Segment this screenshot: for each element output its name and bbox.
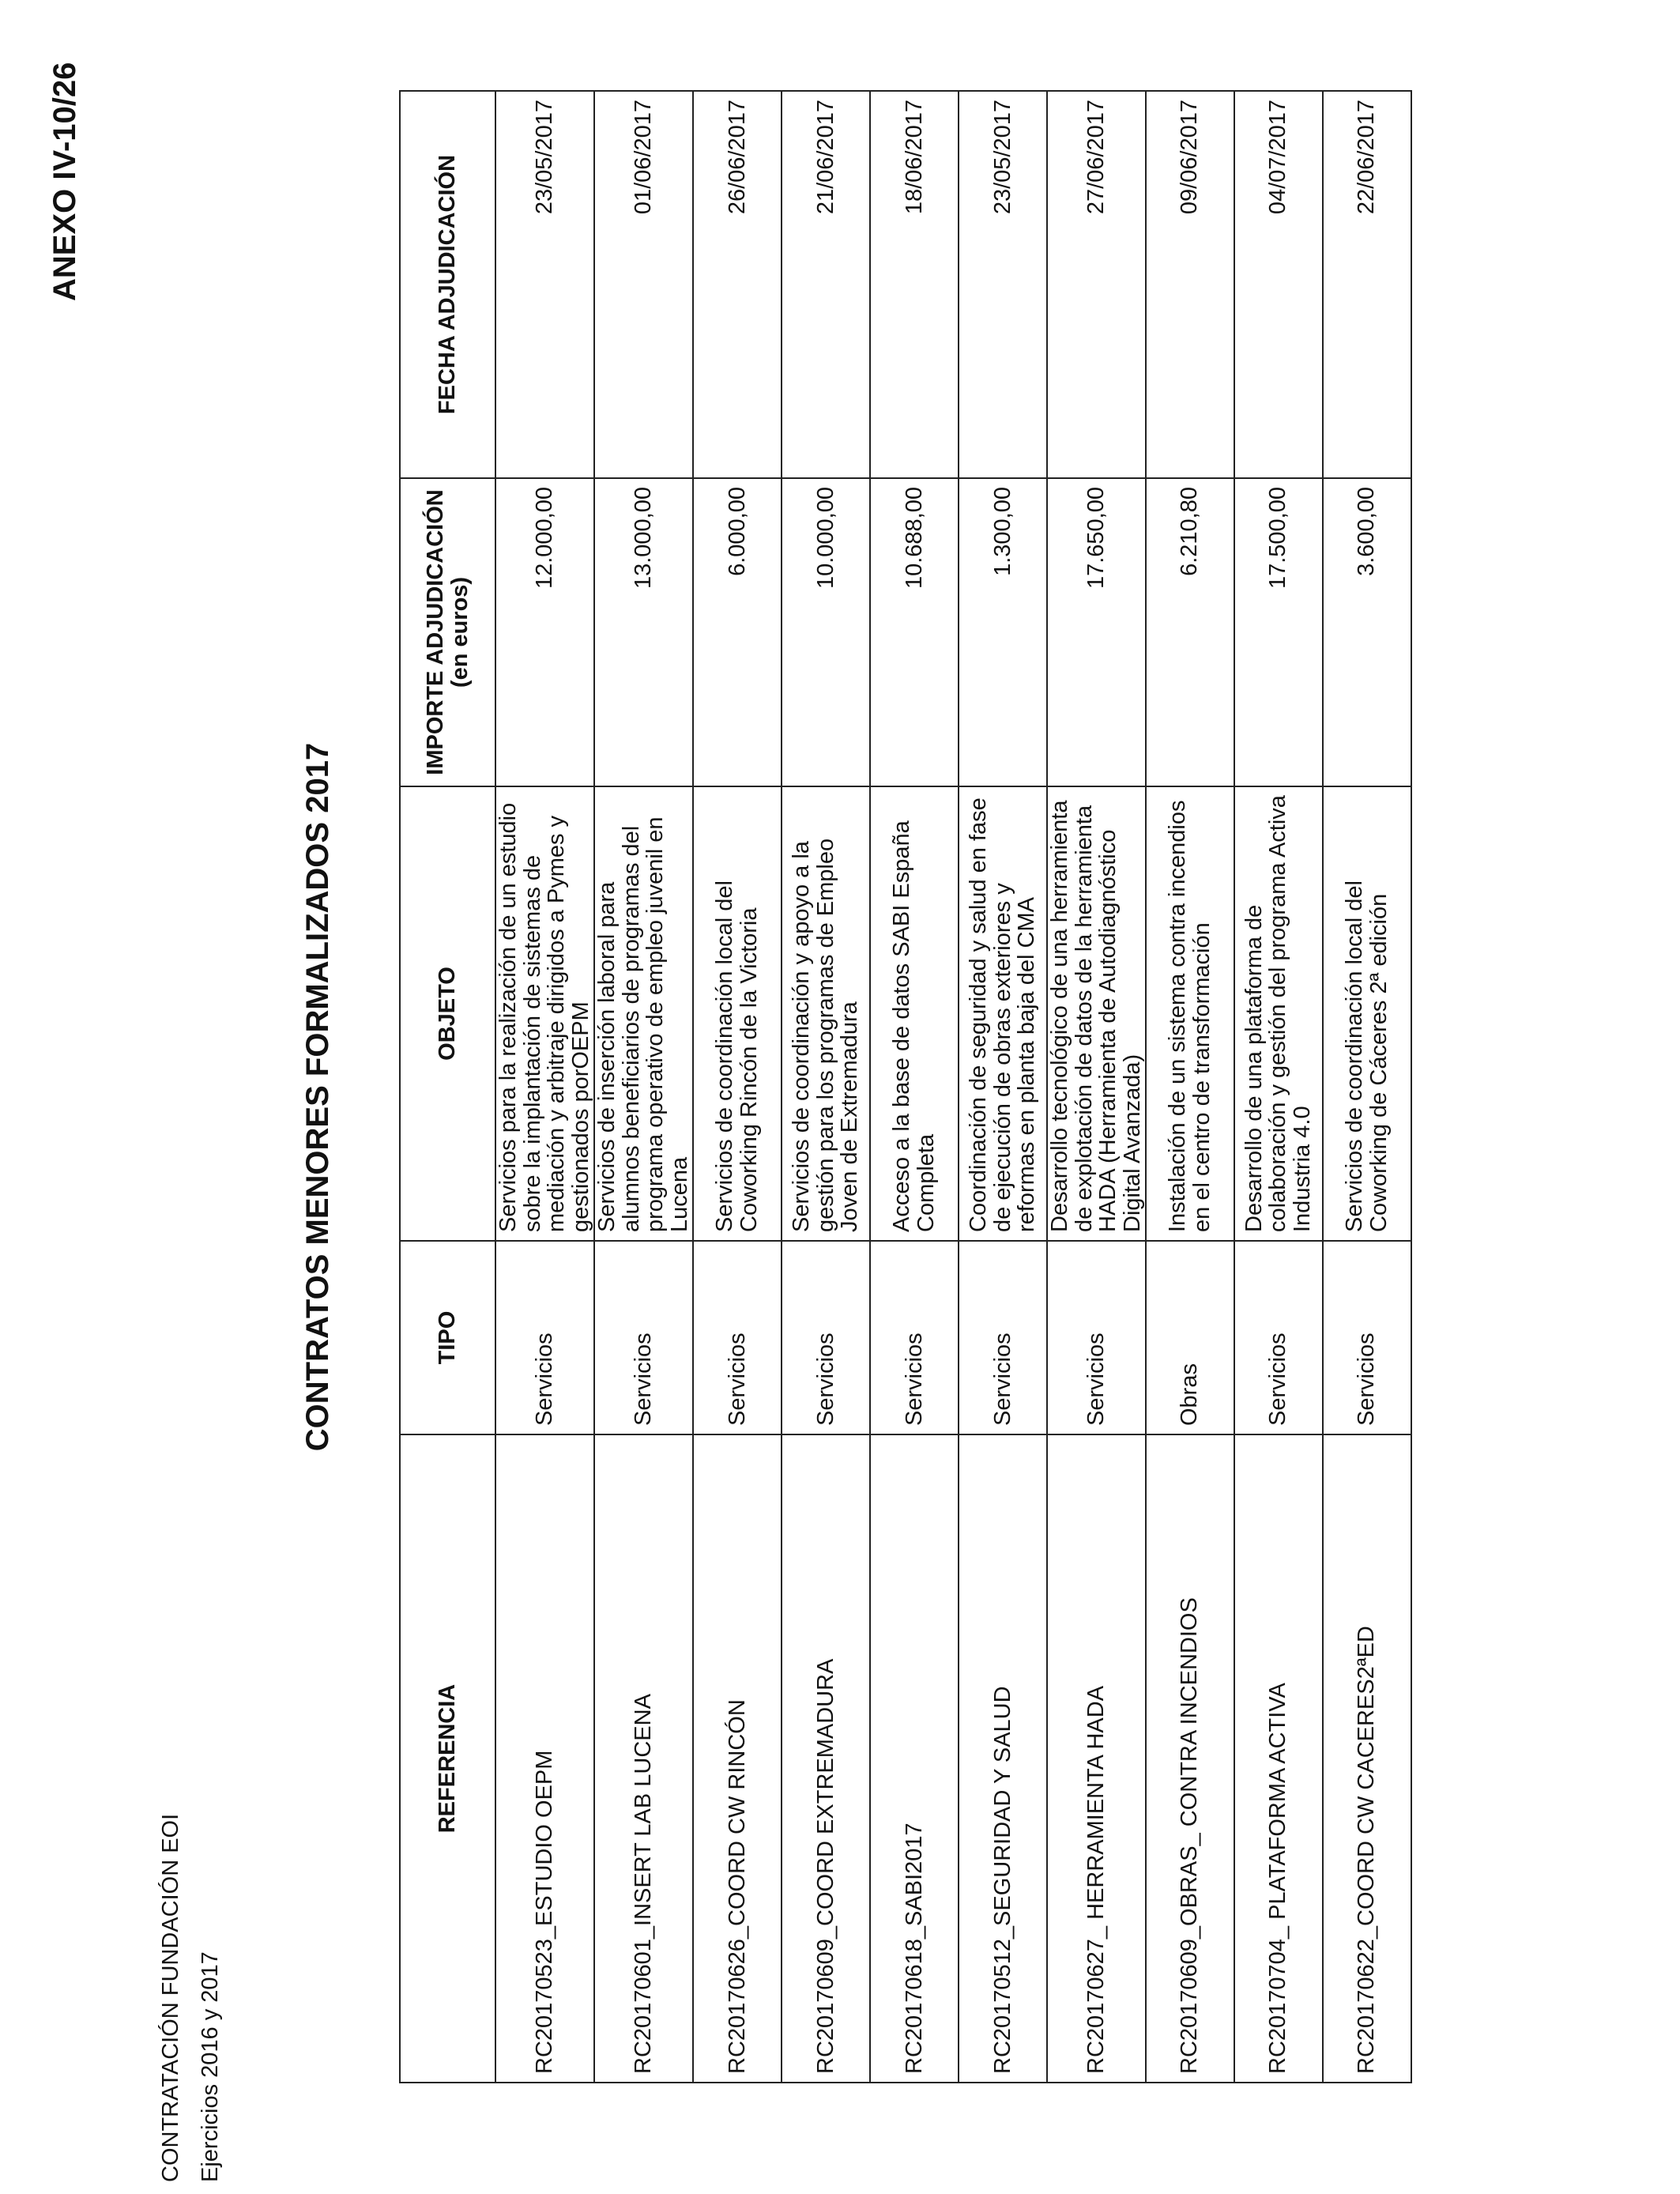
cell-objeto: Desarrollo tecnológico de una herramienta de explotación de datos de la herramienta HADA (Herramienta de Autodiagnóstico Digital Avanzada) [1047, 786, 1146, 1241]
cell-tipo: Servicios [1047, 1241, 1146, 1434]
annex-number: ANEXO IV-10/26 [47, 62, 82, 301]
cell-referencia: RC20170609_OBRAS_ CONTRA INCENDIOS [1146, 1434, 1234, 2083]
cell-referencia: RC20170601_INSERT LAB LUCENA [594, 1434, 693, 2083]
table-row [782, 91, 870, 2083]
cell-fecha: 04/07/2017 [1234, 91, 1323, 478]
cell-referencia: RC20170704_ PLATAFORMA ACTIVA [1234, 1434, 1323, 2083]
cell-fecha: 21/06/2017 [782, 91, 870, 478]
contracts-table [399, 90, 1412, 2083]
table-body [495, 91, 1411, 2083]
table-row [693, 91, 782, 2083]
cell-tipo: Servicios [495, 1241, 594, 1434]
table-row [1047, 91, 1146, 2083]
cell-importe: 12.000,00 [495, 478, 594, 786]
column-header-referencia: REFERENCIA [400, 1434, 495, 2083]
cell-referencia: RC20170609_COORD EXTREMADURA [782, 1434, 870, 2083]
cell-tipo: Servicios [693, 1241, 782, 1434]
cell-tipo: Obras [1146, 1241, 1234, 1434]
cell-fecha: 23/05/2017 [495, 91, 594, 478]
cell-objeto: Servicios para la realización de un estudio sobre la implantación de sistemas de mediación y arbitraje dirigidos a Pymes y gestionados porOEPM [495, 786, 594, 1241]
cell-fecha: 26/06/2017 [693, 91, 782, 478]
cell-referencia: RC20170618_SABI2017 [870, 1434, 959, 2083]
cell-importe: 6.210,80 [1146, 478, 1234, 786]
column-header-objeto: OBJETO [400, 786, 495, 1241]
cell-tipo: Servicios [1323, 1241, 1411, 1434]
cell-referencia: RC20170512_SEGURIDAD Y SALUD [959, 1434, 1047, 2083]
cell-objeto: Servicios de coordinación local del Coworking de Cáceres 2ª edición [1323, 786, 1411, 1241]
table-row [1323, 91, 1411, 2083]
cell-fecha: 23/05/2017 [959, 91, 1047, 478]
table-row [1234, 91, 1323, 2083]
page-title: CONTRATOS MENORES FORMALIZADOS 2017 [300, 742, 335, 1452]
cell-objeto: Servicios de coordinación y apoyo a la gestión para los programas de Empleo Joven de Extremadura [782, 786, 870, 1241]
cell-fecha: 22/06/2017 [1323, 91, 1411, 478]
table-row [870, 91, 959, 2083]
cell-referencia: RC20170627_ HERRAMIENTA HADA [1047, 1434, 1146, 2083]
column-header-tipo: TIPO [400, 1241, 495, 1434]
cell-fecha: 01/06/2017 [594, 91, 693, 478]
column-header-importe: IMPORTE ADJUDICACIÓN (en euros) [400, 478, 495, 786]
cell-importe: 13.000,00 [594, 478, 693, 786]
cell-referencia: RC20170626_COORD CW RINCÓN [693, 1434, 782, 2083]
organization-name: CONTRATACIÓN FUNDACIÓN EOI [158, 1813, 183, 2182]
cell-referencia: RC20170523_ESTUDIO OEPM [495, 1434, 594, 2083]
cell-importe: 10.000,00 [782, 478, 870, 786]
table-row [495, 91, 594, 2083]
cell-objeto: Servicios de coordinación local del Coworking Rincón de la Victoria [693, 786, 782, 1241]
cell-referencia: RC20170622_COORD CW CACERES2ªED [1323, 1434, 1411, 2083]
cell-importe: 3.600,00 [1323, 478, 1411, 786]
cell-importe: 17.650,00 [1047, 478, 1146, 786]
column-header-fecha: FECHA ADJUDICACIÓN [400, 91, 495, 478]
cell-objeto: Coordinación de seguridad y salud en fase de ejecución de obras exteriores y reformas en planta baja del CMA [959, 786, 1047, 1241]
cell-fecha: 18/06/2017 [870, 91, 959, 478]
cell-tipo: Servicios [782, 1241, 870, 1434]
cell-tipo: Servicios [959, 1241, 1047, 1434]
cell-importe: 10.688,00 [870, 478, 959, 786]
cell-objeto: Instalación de un sistema contra incendios en el centro de transformación [1146, 786, 1234, 1241]
table-row [959, 91, 1047, 2083]
cell-objeto: Desarrollo de una plataforma de colaboración y gestión del programa Activa Industria 4.0 [1234, 786, 1323, 1241]
cell-importe: 17.500,00 [1234, 478, 1323, 786]
cell-importe: 6.000,00 [693, 478, 782, 786]
cell-tipo: Servicios [594, 1241, 693, 1434]
cell-tipo: Servicios [870, 1241, 959, 1434]
cell-objeto: Acceso a la base de datos SABI España Completa [870, 786, 959, 1241]
cell-tipo: Servicios [1234, 1241, 1323, 1434]
table-row [594, 91, 693, 2083]
table-row [1146, 91, 1234, 2083]
cell-fecha: 09/06/2017 [1146, 91, 1234, 478]
cell-fecha: 27/06/2017 [1047, 91, 1146, 478]
cell-importe: 1.300,00 [959, 478, 1047, 786]
cell-objeto: Servicios de inserción laboral para alumnos beneficiarios de programas del programa operativo de empleo juvenil en Lucena [594, 786, 693, 1241]
table-header-row [400, 91, 495, 2083]
fiscal-years: Ejercicios 2016 y 2017 [198, 1951, 223, 2182]
